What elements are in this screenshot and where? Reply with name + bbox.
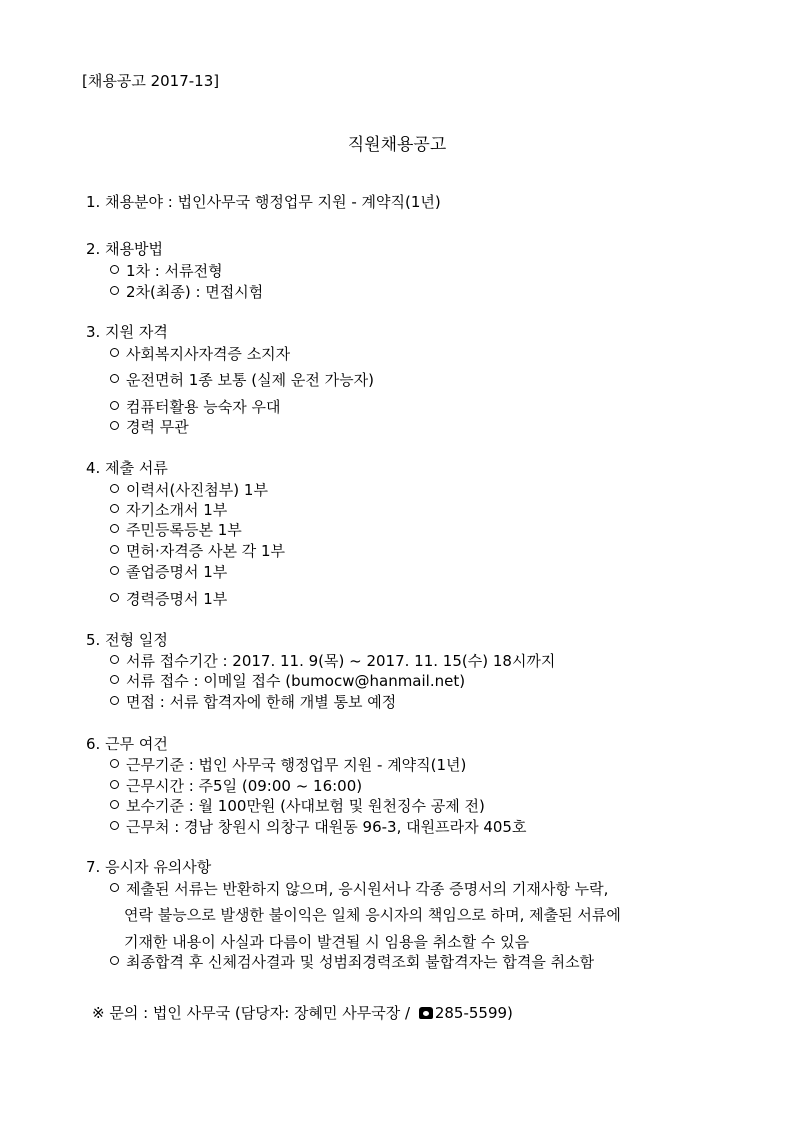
bullet-icon [110,593,119,602]
section-3-heading: 3. 지원 자격 [86,323,168,341]
list-item-text: 운전면허 1종 보통 (실제 운전 가능자) [126,371,374,389]
section-4-heading: 4. 제출 서류 [86,459,168,477]
list-item-text: 자기소개서 1부 [126,501,228,519]
bullet-icon [110,374,119,383]
bullet-icon [110,821,119,830]
list-item [110,671,465,691]
list-item [110,344,290,364]
list-item-continuation: 연락 불능으로 발생한 불이익은 일체 응시자의 책임으로 하며, 제출된 서류에 [124,906,621,924]
page-title: 직원채용공고 [347,135,447,155]
list-item-text: 서류 접수 : 이메일 접수 (bumocw@hanmail.net) [126,672,466,690]
bullet-icon [110,401,119,410]
list-item-text: 졸업증명서 1부 [126,563,228,581]
list-item-text: 근무처 : 경남 창원시 의창구 대원동 96-3, 대원프라자 405호 [126,818,527,836]
bullet-icon [110,524,119,533]
bullet-icon [110,696,119,705]
list-item-text: 근무시간 : 주5일 (09:00 ~ 16:00) [126,777,363,795]
list-item [110,796,485,816]
list-item-text: 제출된 서류는 반환하지 않으며, 응시원서나 각종 증명서의 기재사항 누락, [126,880,609,898]
section-2-heading: 2. 채용방법 [86,240,164,258]
bullet-icon [110,956,119,965]
bullet-icon [110,265,119,274]
contact-info [92,1003,513,1023]
list-item [110,417,189,437]
list-item-text: 이력서(사진첨부) 1부 [126,481,268,499]
list-item [110,480,268,500]
list-item [110,755,466,775]
bullet-icon [110,800,119,809]
list-item [110,562,227,582]
list-item [110,589,227,609]
list-item-text: 경력 무관 [126,418,189,436]
contact-phone: 285-5599) [434,1004,513,1022]
section-7-heading: 7. 응시자 유의사항 [86,858,212,876]
section-1-heading: 1. 채용분야 : 법인사무국 행정업무 지원 - 계약직(1년) [86,193,441,211]
list-item-text: 2차(최종) : 면접시험 [126,283,264,301]
notice-code: [채용공고 2017-13] [82,72,220,90]
list-item [110,879,608,899]
list-item-text: 면접 : 서류 합격자에 한해 개별 통보 예정 [126,693,397,711]
contact-prefix: ※ 문의 : 법인 사무국 (담당자: 장혜민 사무국장 / [92,1004,415,1022]
bullet-icon [110,504,119,513]
list-item [110,397,280,417]
list-item-text: 보수기준 : 월 100만원 (사대보험 및 원천징수 공제 전) [126,797,485,815]
bullet-icon [110,545,119,554]
list-item-text: 경력증명서 1부 [126,590,228,608]
list-item [110,500,227,520]
list-item [110,541,285,561]
list-item-text: 면허·자격증 사본 각 1부 [126,542,286,560]
list-item [110,282,263,302]
bullet-icon [110,655,119,664]
list-item [110,520,242,540]
telephone-icon [419,1007,433,1019]
bullet-icon [110,883,119,892]
bullet-icon [110,759,119,768]
bullet-icon [110,780,119,789]
section-6-heading: 6. 근무 여건 [86,735,168,753]
list-item-text: 근무기준 : 법인 사무국 행정업무 지원 - 계약직(1년) [126,756,467,774]
bullet-icon [110,484,119,493]
bullet-icon [110,675,119,684]
section-5-heading: 5. 전형 일정 [86,631,168,649]
bullet-icon [110,421,119,430]
bullet-icon [110,286,119,295]
list-item-text: 서류 접수기간 : 2017. 11. 9(목) ~ 2017. 11. 15(수) 18시까지 [126,652,556,670]
list-item [110,776,362,796]
list-item-text: 최종합격 후 신체검사결과 및 성범죄경력조회 불합격자는 합격을 취소함 [126,953,595,971]
list-item [110,261,223,281]
bullet-icon [110,348,119,357]
list-item-text: 1차 : 서류전형 [126,262,223,280]
list-item [110,651,555,671]
list-item [110,817,526,837]
list-item-text: 사회복지사자격증 소지자 [126,345,291,363]
list-item [110,692,396,712]
list-item [110,952,594,972]
list-item [110,370,374,390]
list-item-continuation: 기재한 내용이 사실과 다름이 발견될 시 임용을 취소할 수 있음 [124,933,530,951]
bullet-icon [110,566,119,575]
list-item-text: 주민등록등본 1부 [126,521,242,539]
list-item-text: 컴퓨터활용 능숙자 우대 [126,398,281,416]
